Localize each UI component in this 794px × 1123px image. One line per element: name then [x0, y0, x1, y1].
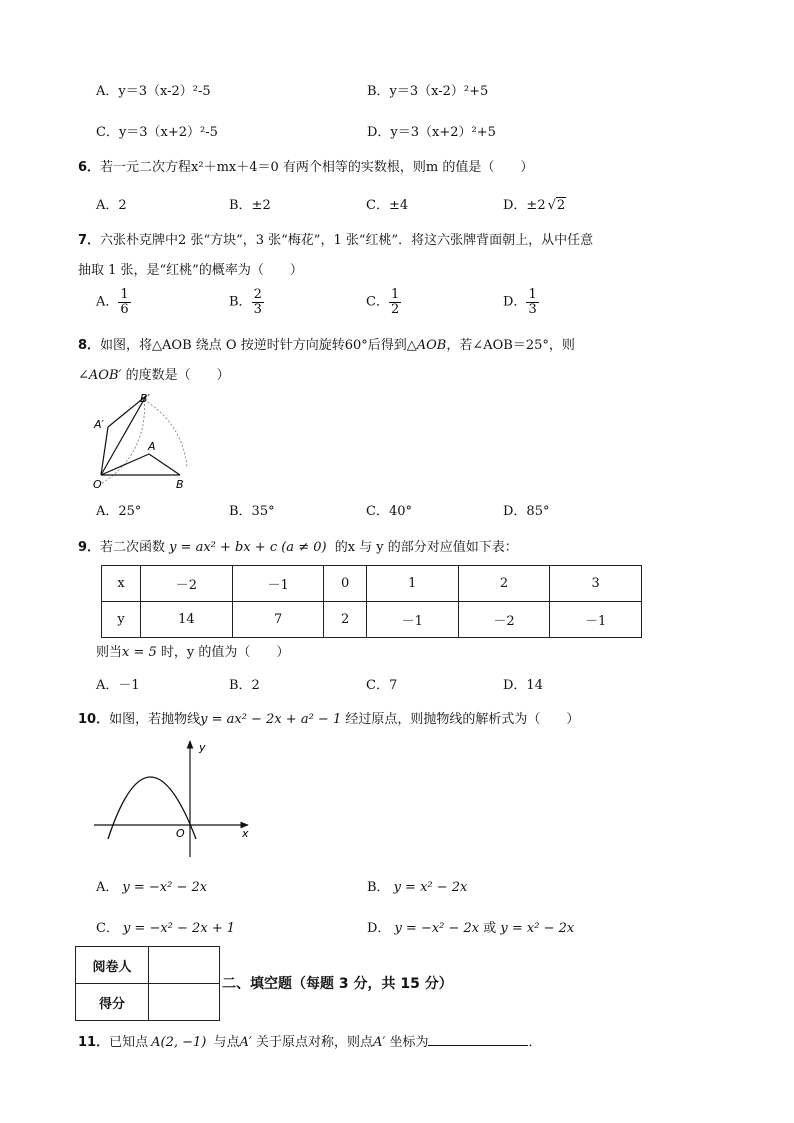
q10-option-b	[367, 876, 467, 895]
x-value: x = 5	[122, 645, 157, 660]
point-a-prime: A′	[239, 1035, 252, 1050]
q5-option-d: D．y＝3（x+2）²+5	[367, 125, 496, 140]
sqrt-radicand: 2	[556, 198, 566, 213]
q7-option-c	[366, 288, 401, 316]
score-box	[75, 946, 220, 1021]
option-label: D．	[503, 294, 527, 310]
q8-option-b: B．35°	[229, 504, 275, 519]
value-table	[101, 565, 642, 638]
question-stem-cont: 的x 与 y 的部分对应值如下表：	[330, 540, 518, 555]
question-number: 8．	[78, 338, 101, 353]
q6-option-d-text: D．±2	[503, 198, 546, 213]
table-cell: 2	[458, 566, 550, 602]
table-cell: －1	[366, 602, 458, 638]
arc-left	[102, 400, 144, 483]
q5-option-c: C．y＝3（x+2）²-5	[96, 125, 218, 140]
label-o: O	[93, 478, 102, 491]
table-cell: x	[102, 566, 141, 602]
table-cell: 14	[141, 602, 233, 638]
sqrt-symbol: √	[547, 198, 556, 213]
question-7-line-2: 抽取 1 张，是“红桃”的概率为（ ）	[78, 263, 303, 278]
question-9-line-1	[78, 536, 518, 555]
q8-option-d: D．85°	[503, 504, 550, 519]
label-b-prime: B′	[140, 392, 151, 405]
q6-option-c: C．±4	[366, 198, 409, 213]
question-8-line-1	[78, 334, 575, 353]
function-formula: y = ax² + bx + c (a ≠ 0)	[169, 540, 327, 555]
option-label: A．	[96, 880, 119, 895]
question-10	[78, 708, 579, 727]
q9-option-a: A．－1	[96, 678, 140, 693]
table-cell: 1	[366, 566, 458, 602]
question-stem-cont: 与点	[209, 1035, 240, 1050]
table-row	[76, 984, 220, 1021]
point-a-prime: A′	[372, 1035, 386, 1050]
denominator: 6	[120, 301, 129, 317]
question-stem: 则当	[96, 645, 123, 660]
table-row	[76, 947, 220, 984]
fraction	[389, 288, 401, 316]
label-a-prime: A′	[94, 418, 105, 431]
table-cell: －1	[232, 566, 324, 602]
segment-ob-prime	[101, 396, 146, 475]
question-stem-cont: 经过原点，则抛物线的解析式为（ ）	[341, 712, 580, 727]
segment-ab	[149, 454, 180, 475]
option-label: C．	[366, 294, 389, 310]
arc-right	[144, 400, 187, 467]
table-cell: －1	[550, 602, 642, 638]
denominator: 3	[253, 301, 262, 317]
option-label: C．	[96, 921, 119, 936]
table-cell: 2	[324, 602, 367, 638]
question-number: 10．	[78, 712, 110, 727]
question-stem-cont: 的度数是（ ）	[121, 368, 230, 383]
label-o: O	[176, 827, 185, 840]
label-b: B	[176, 478, 184, 491]
table-cell: －2	[458, 602, 550, 638]
table-cell: 3	[550, 566, 642, 602]
numerator: 1	[528, 287, 537, 302]
option-formula: y = −x² − 2x	[394, 921, 480, 936]
fraction	[252, 288, 264, 316]
question-stem-cont: 关于原点对称，则点	[251, 1035, 373, 1050]
option-formula-2: y = x² − 2x	[500, 921, 575, 936]
triangle-name: AOB	[416, 338, 447, 353]
option-label: B．	[367, 880, 390, 895]
question-stem: 六张朴克牌中2 张“方块”，3 张“梅花”，1 张“红桃”．将这六张牌背面朝上，从中任意	[100, 233, 594, 248]
reviewer-label: 阅卷人	[76, 947, 149, 984]
fraction	[118, 288, 130, 316]
q6-option-d	[503, 194, 566, 213]
numerator: 2	[253, 287, 262, 302]
question-stem: 已知点	[109, 1035, 149, 1050]
q7-option-b	[229, 288, 264, 316]
q9-option-b: B．2	[229, 678, 260, 693]
question-9-line-2	[96, 641, 289, 660]
q7-option-d	[503, 288, 539, 316]
question-stem: 如图，若抛物线	[109, 712, 201, 727]
q6-option-b: B．±2	[229, 198, 271, 213]
angle-name: ∠AOB′	[78, 368, 122, 383]
option-formula: y = −x² − 2x	[122, 880, 208, 895]
score-label: 得分	[76, 984, 149, 1021]
question-number: 9．	[78, 540, 101, 555]
numerator: 1	[120, 287, 129, 302]
question-7-line-1	[78, 229, 593, 248]
table-cell: 0	[324, 566, 367, 602]
option-label: D．	[367, 921, 391, 936]
fraction	[526, 288, 538, 316]
table-row	[102, 566, 642, 602]
question-number: 6．	[78, 160, 101, 175]
denominator: 3	[528, 301, 537, 317]
numerator: 1	[390, 287, 400, 302]
parabola-figure	[90, 735, 260, 861]
question-stem-cont: 坐标为	[385, 1035, 429, 1050]
table-row	[102, 602, 642, 638]
reviewer-cell[interactable]	[149, 947, 220, 984]
question-number: 7．	[78, 233, 101, 248]
q9-option-d: D．14	[503, 678, 543, 693]
q9-option-c: C．7	[366, 678, 398, 693]
question-stem: 如图，将△AOB 绕点 O 按逆时针方向旋转60°后得到△	[100, 338, 417, 353]
option-label: B．	[229, 294, 252, 310]
option-label: A．	[96, 294, 119, 310]
rotation-figure	[88, 388, 198, 492]
q6-option-a: A．2	[96, 198, 127, 213]
q10-option-a	[96, 876, 207, 895]
table-cell: y	[102, 602, 141, 638]
question-11	[78, 1031, 541, 1050]
q8-option-a: A．25°	[96, 504, 142, 519]
segment-oa	[101, 454, 149, 475]
score-cell[interactable]	[149, 984, 220, 1021]
question-8-line-2	[78, 364, 230, 383]
function-formula: y = ax² − 2x + a² − 1	[200, 712, 342, 727]
q5-option-b: B．y＝3（x-2）²+5	[367, 84, 489, 99]
point-a: A(2, −1)	[151, 1035, 207, 1050]
label-x: x	[242, 827, 249, 840]
question-number: 11．	[78, 1035, 110, 1050]
label-a: A	[148, 440, 156, 453]
question-stem: 若一元二次方程x²＋mx＋4＝0 有两个相等的实数根，则m 的值是（ ）	[100, 160, 534, 175]
answer-blank[interactable]	[428, 1033, 528, 1046]
denominator: 2	[390, 301, 400, 317]
option-or: 或	[479, 921, 501, 936]
question-6	[78, 156, 533, 175]
label-y: y	[199, 741, 206, 754]
option-formula: y = −x² − 2x + 1	[122, 921, 236, 936]
table-cell: 7	[232, 602, 324, 638]
question-stem-cont: ，若∠AOB＝25°，则	[446, 338, 575, 353]
question-end: ．	[528, 1035, 542, 1050]
q7-option-a	[96, 288, 131, 316]
q10-option-c	[96, 917, 235, 936]
q8-option-c: C．40°	[366, 504, 412, 519]
table-cell: －2	[141, 566, 233, 602]
q5-option-a: A．y＝3（x-2）²-5	[96, 84, 211, 99]
question-stem: 若二次函数	[100, 540, 166, 555]
section-title: 二、填空题（每题 3 分，共 15 分）	[222, 976, 453, 992]
question-stem-cont: 时，y 的值为（ ）	[156, 645, 290, 660]
q10-option-d	[367, 917, 574, 936]
option-formula: y = x² − 2x	[393, 880, 468, 895]
